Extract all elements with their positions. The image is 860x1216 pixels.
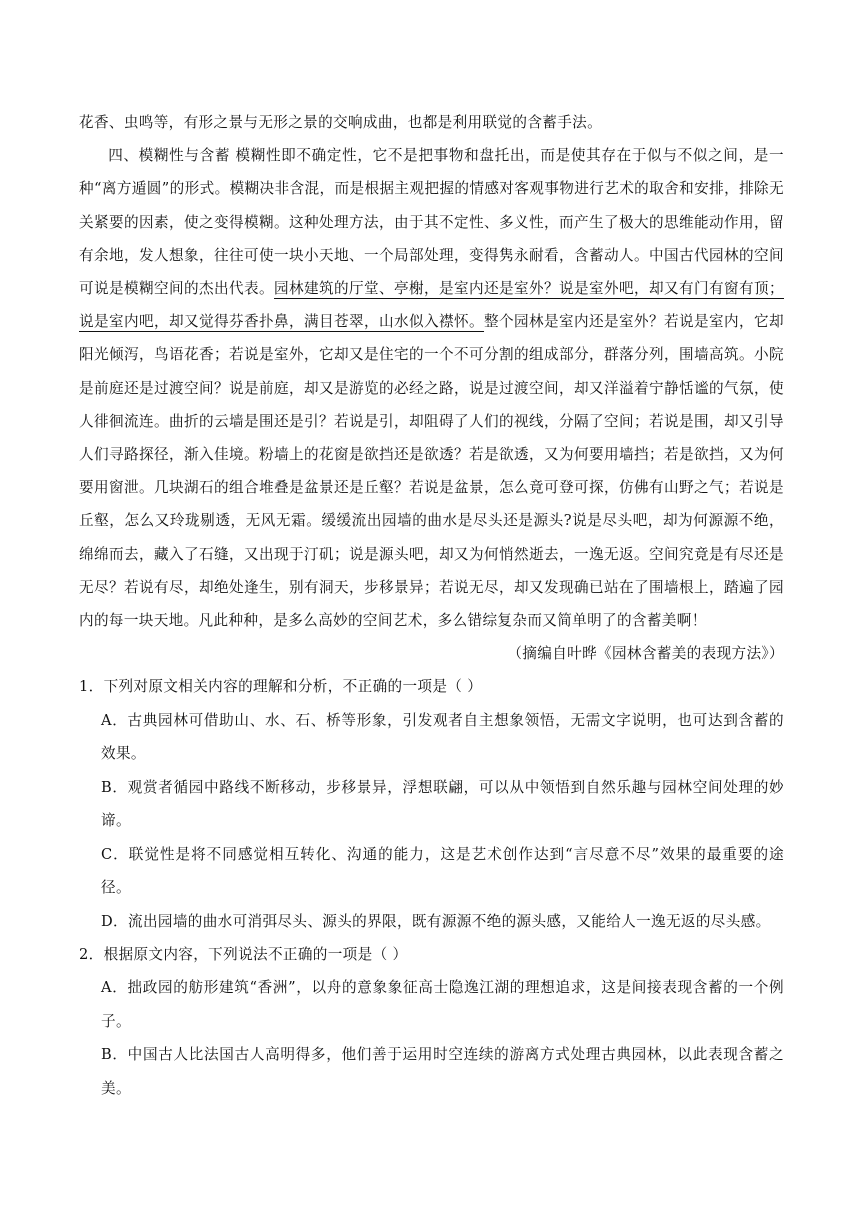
question-stem: 2．根据原文内容，下列说法不正确的一项是（ ）: [79, 946, 408, 964]
paragraph-ambiguity: [79, 139, 784, 637]
paragraph-text: 模糊性即不确定性，它不是把事物和盘托出，而是使其存在于似与不似之间，是一种“离方遁圆”的形式。模糊决非含混，而是根据主观把握的情感对客观事物进行艺术的取舍和安排，排除无关紧要的因素，使之变得模糊。这种处理方法，由于其不定性、多义性，而产生了极大的思维能动作用，留有余地，发人想象，往往可使一块小天地、一个局部处理，变得隽永耐看，含蓄动人。中国古代园林的空间可说是模糊空间的杰出代表。: [79, 147, 784, 298]
question-block: [79, 670, 784, 938]
section-heading: 四、模糊性与含蓄: [108, 147, 231, 165]
answer-option[interactable]: C．联觉性是将不同感觉相互转化、沟通的能力，这是艺术创作达到“言尽意不尽”效果的最重要的途径。: [101, 845, 784, 897]
answer-option[interactable]: B．中国古人比法国古人高明得多，他们善于运用时空连续的游离方式处理古典园林，以此表现含蓄之美。: [101, 1046, 784, 1097]
underlined-sentence: 园林建筑的厅堂、亭榭，是室内还是室外？说是室外吧，却又有门有窗有顶；说是室内吧，却又觉得芬香扑鼻，满目苍翠，山水似入襟怀。: [79, 280, 784, 331]
answer-option[interactable]: B．观赏者循园中路线不断移动，步移景异，浮想联翩，可以从中领悟到自然乐趣与园林空间处理的妙谛。: [101, 778, 784, 830]
question-block: [79, 938, 784, 1105]
answer-option[interactable]: A．拙政园的舫形建筑“香洲”，以舟的意象象征高士隐逸江湖的理想追求，这是间接表现含蓄的一个例子。: [101, 979, 784, 1030]
answer-option[interactable]: D．流出园墙的曲水可消弭尽头、源头的界限，既有源源不绝的源头感，又能给人一逸无返的尽头感。: [101, 912, 771, 930]
document-content: [79, 106, 784, 1105]
question-stem: 1．下列对原文相关内容的理解和分析，不正确的一项是（ ）: [79, 678, 483, 696]
paragraph-previous-tail: 花香、虫鸣等，有形之景与无形之景的交响成曲，也都是利用联觉的含蓄手法。: [79, 114, 603, 131]
answer-option[interactable]: A．古典园林可借助山、水、石、桥等形象，引发观者自主想象领悟，无需文字说明，也可达到含蓄的效果。: [101, 711, 784, 763]
article-source: （摘编自叶晔《园林含蓄美的表现方法》）: [507, 645, 784, 663]
paragraph-text: 整个园林是室内还是室外？若说是室内，它却阳光倾泻，鸟语花香；若说是室外，它却又是住宅的一个不可分割的组成部分，群落分列，围墙高筑。小院是前庭还是过渡空间？说是前庭，却又是游览的必经之路，说是过渡空间，却又洋溢着宁静恬谧的气氛，使人徘徊流连。曲折的云墙是围还是引？若说是引，却阻碍了人们的视线，分隔了空间；若说是围，却又引导人们寻路探径，渐入佳境。粉墙上的花窗是欲挡还是欲透？若是欲透，又为何要用墙挡；若是欲挡，又为何要用窗泄。几块湖石的组合堆叠是盆景还是丘壑？若说是盆景，怎么竟可登可探，仿佛有山野之气；若说是丘壑，怎么又玲珑剔透，无风无霜。缓缓流出园墙的曲水是尽头还是源头?说是尽头吧，却为何源源不绝，绵绵而去，藏入了石缝，又出现于汀矶；说是源头吧，却又为何悄然逝去，一逸无返。空间究竟是有尽还是无尽？若说有尽，却绝处逢生，别有洞天，步移景异；若说无尽，却又发现确已站在了围墙根上，踏遍了园内的每一块天地。凡此种种，是多么高妙的空间艺术，多么错综复杂而又简单明了的含蓄美啊！: [79, 313, 784, 630]
